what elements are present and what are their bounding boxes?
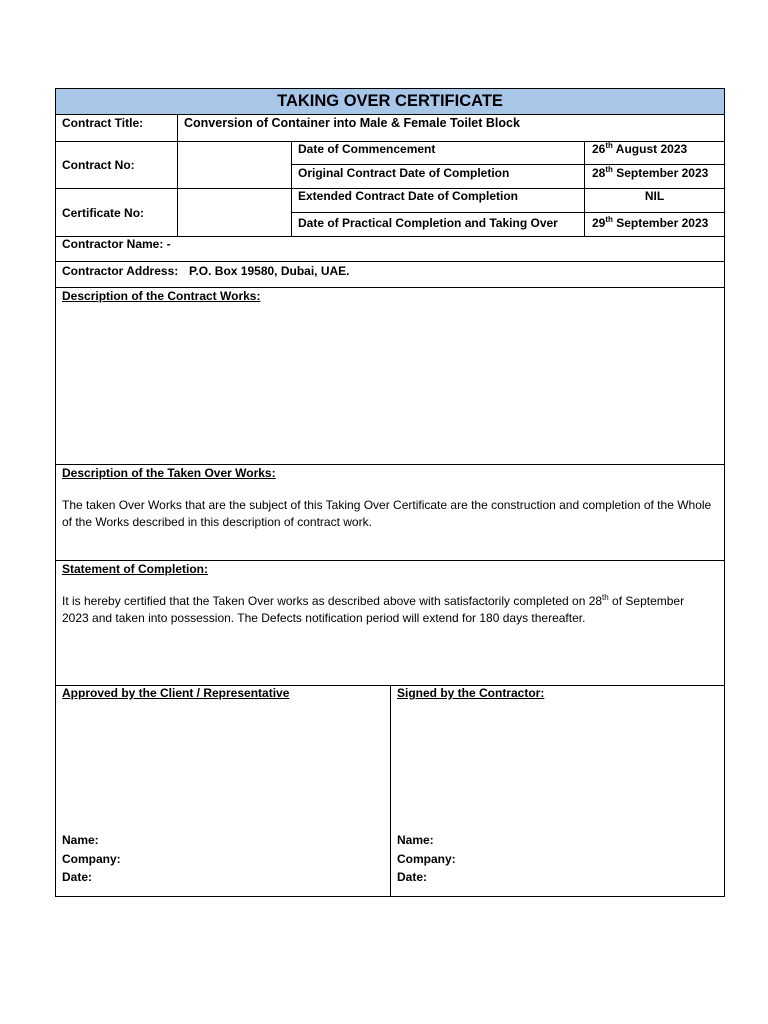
date-value: 26th August 2023 <box>592 141 688 156</box>
date-label: Extended Contract Date of Completion <box>298 189 519 203</box>
certificate-form <box>55 88 725 897</box>
divider <box>56 188 292 189</box>
completion-text: It is hereby certified that the Taken Over works as described above with satisfactorily completed on 28th of September 2023 and taken into possession. The Defects notification period will extend for 180 days thereafter. <box>62 593 685 625</box>
date-label: Original Contract Date of Completion <box>298 166 510 180</box>
contractor-name: Contractor Name: - <box>62 237 171 251</box>
page-title: TAKING OVER CERTIFICATE <box>277 92 503 110</box>
date-label: Date of Commencement <box>298 142 436 156</box>
date-value: 29th September 2023 <box>592 215 709 230</box>
contractor-address-value: P.O. Box 19580, Dubai, UAE. <box>189 264 350 278</box>
client-company-label: Company: <box>62 852 121 866</box>
divider <box>390 686 391 896</box>
divider <box>292 212 724 213</box>
taken-over-section <box>56 465 724 561</box>
contract-works-section <box>56 288 724 465</box>
date-label: Date of Practical Completion and Taking Over <box>298 216 558 230</box>
contract-dates-block <box>56 142 724 237</box>
contractor-date-label: Date: <box>397 870 428 884</box>
taken-over-heading: Description of the Taken Over Works: <box>62 466 276 480</box>
signed-heading: Signed by the Contractor: <box>397 686 545 700</box>
contractor-address-label: Contractor Address: <box>62 264 179 278</box>
contractor-company-label: Company: <box>397 852 456 866</box>
contract-no-label: Contract No: <box>62 158 135 172</box>
divider <box>177 115 178 141</box>
contractor-address-row <box>56 262 724 288</box>
contract-title-row <box>56 115 724 142</box>
client-date-label: Date: <box>62 870 93 884</box>
contract-title-value: Conversion of Container into Male & Female Toilet Block <box>184 116 520 130</box>
divider <box>291 142 292 236</box>
client-name-label: Name: <box>62 833 99 847</box>
divider <box>292 164 724 165</box>
date-value: NIL <box>644 189 665 203</box>
approved-heading: Approved by the Client / Representative <box>62 686 290 700</box>
taken-over-text: The taken Over Works that are the subject of this Taking Over Certificate are the construction and completion of the Whole of the Works described in this description of contract work. <box>62 498 712 529</box>
contract-works-heading: Description of the Contract Works: <box>62 289 261 303</box>
completion-heading: Statement of Completion: <box>62 562 208 576</box>
completion-section <box>56 561 724 686</box>
divider <box>177 142 178 236</box>
signatures-section <box>56 686 724 896</box>
date-value: 28th September 2023 <box>592 165 709 180</box>
contractor-name-label: Name: <box>397 833 434 847</box>
contract-title-label: Contract Title: <box>62 116 144 130</box>
certificate-no-label: Certificate No: <box>62 206 145 220</box>
title-bar <box>56 89 724 115</box>
contractor-name-row <box>56 237 724 262</box>
